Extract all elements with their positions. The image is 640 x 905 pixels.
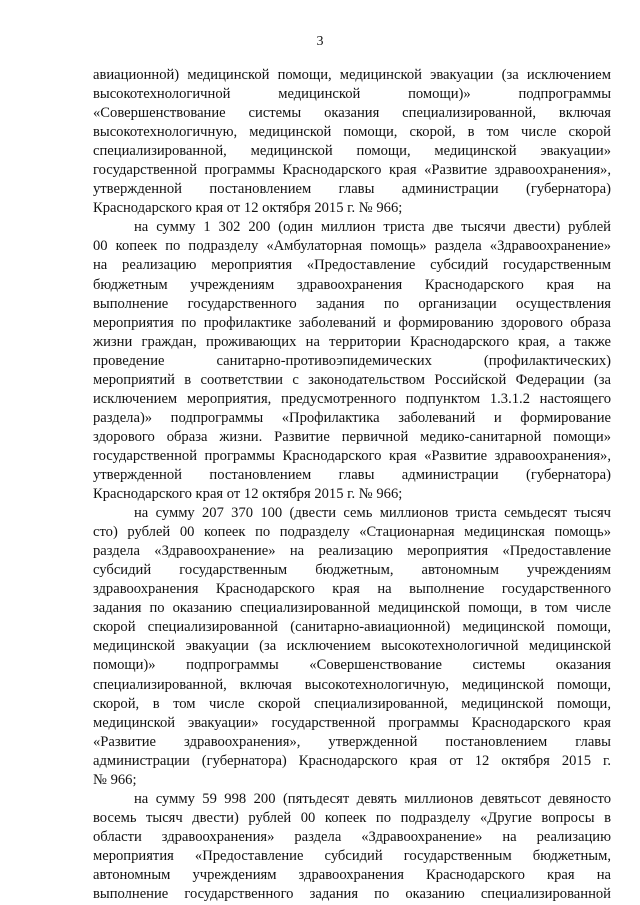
text-line: медицинской эвакуации» государственной программы Краснодарского края [93, 714, 611, 731]
text-line: на реализацию мероприятия «Предоставление субсидий государственным [93, 257, 611, 274]
text-line: области здравоохранения» раздела «Здравоохранение» на реализацию [93, 828, 611, 845]
text-line: 00 копеек по подразделу «Амбулаторная помощь» раздела «Здравоохранение» [93, 238, 611, 255]
text-line: администрации (губернатора) Краснодарского края от 12 октября 2015 г. [93, 752, 611, 769]
text-line: помощи)» подпрограммы «Совершенствование системы оказания [93, 657, 611, 674]
paragraph-first-line: на сумму 59 998 200 (пятьдесят девять миллионов девятьсот девяносто [134, 790, 611, 807]
text-line: здравоохранения Краснодарского края на выполнение государственного [93, 581, 611, 598]
text-line: № 966; [93, 771, 137, 788]
paragraph-first-line: на сумму 1 302 200 (один миллион триста две тысячи двести) рублей [134, 219, 611, 236]
text-line: скорой специализированной (санитарно-авиационной) медицинской помощи, [93, 619, 611, 636]
text-line: мероприятий в соответствии с законодательством Российской Федерации (за [93, 371, 611, 388]
text-line: выполнение государственного задания по организации осуществления [93, 295, 611, 312]
text-line: Краснодарского края от 12 октября 2015 г. № 966; [93, 486, 403, 503]
text-line: утвержденной постановлением главы администрации (губернатора) [93, 181, 611, 198]
text-line: проведение санитарно-противоэпидемических (профилактических) [93, 352, 611, 369]
text-line: специализированной, медицинской помощи, медицинской эвакуации» [93, 143, 611, 160]
text-line: «Совершенствование системы оказания специализированной, включая [93, 105, 611, 122]
text-line: скорой, в том числе скорой специализированной, медицинской помощи, [93, 695, 611, 712]
paragraph-first-line: на сумму 207 370 100 (двести семь миллионов триста семьдесят тысяч [134, 505, 611, 522]
text-line: выполнение государственного задания по оказанию специализированной [93, 886, 611, 903]
text-line: мероприятия «Предоставление субсидий государственным бюджетным, [93, 847, 611, 864]
text-line: государственной программы Краснодарского края «Развитие здравоохранения», [93, 447, 611, 464]
text-line: авиационной) медицинской помощи, медицинской эвакуации (за исключением [93, 67, 611, 83]
text-line: исключением мероприятия, предусмотренного подпунктом 1.3.1.2 настоящего [93, 390, 611, 407]
text-line: Краснодарского края от 12 октября 2015 г. № 966; [93, 200, 403, 217]
text-line: субсидий государственным бюджетным, автономным учреждениям [93, 562, 611, 579]
text-line: автономным учреждениям здравоохранения Краснодарского края на [93, 866, 611, 883]
page-number: 3 [316, 34, 324, 49]
text-line: медицинской эвакуации (за исключением высокотехнологичной медицинской [93, 638, 611, 655]
text-line: утвержденной постановлением главы администрации (губернатора) [93, 466, 611, 483]
text-line: высокотехнологичной медицинской помощи)» подпрограммы [93, 86, 611, 103]
text-line: жизни граждан, проживающих на территории Краснодарского края, а также [93, 333, 611, 350]
text-line: раздела)» подпрограммы «Профилактика заболеваний и формирование [93, 409, 611, 426]
text-line: мероприятия по профилактике заболеваний и формированию здорового образа [93, 314, 611, 331]
text-line: восемь тысяч двести) рублей 00 копеек по подразделу «Другие вопросы в [93, 809, 611, 826]
text-line: бюджетным учреждениям здравоохранения Краснодарского края на [93, 276, 611, 293]
text-line: здорового образа жизни. Развитие первичной медико-санитарной помощи» [93, 428, 611, 445]
text-line: специализированной, включая высокотехнологичную, медицинской помощи, [93, 676, 611, 693]
text-line: задания по оказанию специализированной медицинской помощи, в том числе [93, 600, 611, 617]
text-line: раздела «Здравоохранение» на реализацию мероприятия «Предоставление [93, 543, 611, 560]
text-line: сто) рублей 00 копеек по подразделу «Стационарная медицинская помощь» [93, 524, 611, 541]
text-line: государственной программы Краснодарского края «Развитие здравоохранения», [93, 162, 611, 179]
document-body [93, 66, 611, 904]
text-line: «Развитие здравоохранения», утвержденной постановлением главы [93, 733, 611, 750]
text-line: высокотехнологичную, медицинской помощи, скорой, в том числе скорой [93, 124, 611, 141]
